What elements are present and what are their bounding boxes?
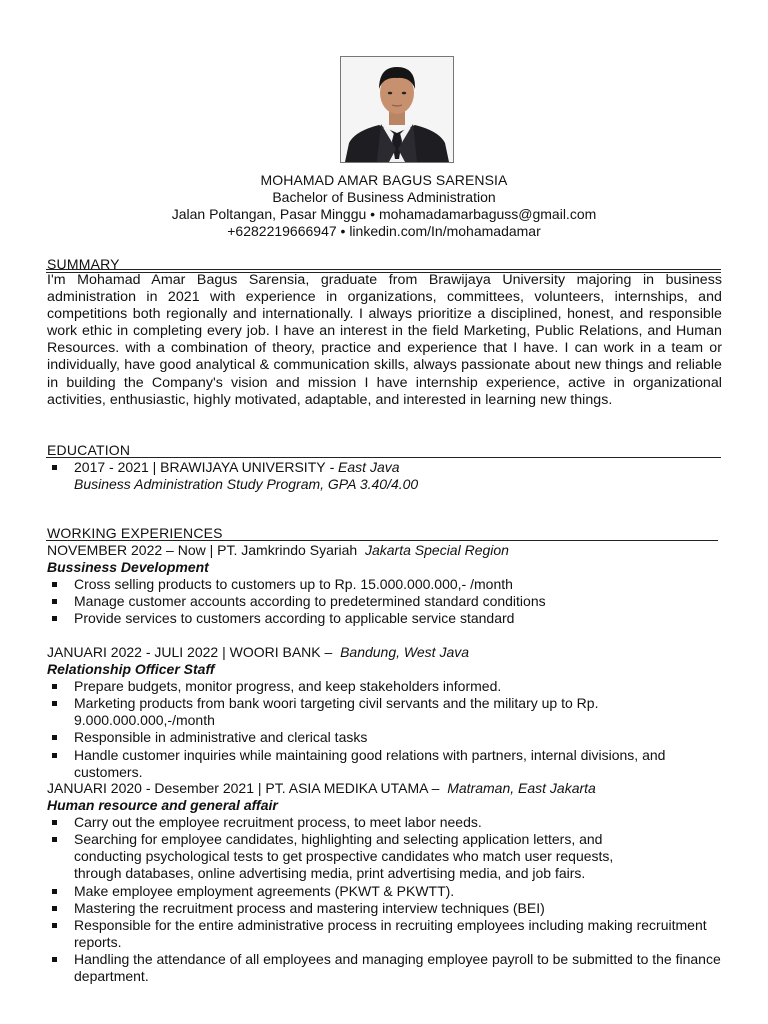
list-item bbox=[47, 951, 727, 985]
bullet-icon bbox=[52, 684, 57, 689]
list-item bbox=[47, 917, 727, 951]
bullet-icon bbox=[52, 616, 57, 621]
bullet-icon bbox=[52, 837, 57, 842]
list-item bbox=[47, 576, 737, 593]
job-asia-medika bbox=[47, 780, 727, 985]
profile-photo-illustration bbox=[341, 57, 453, 162]
job-location: Matraman, East Jakarta bbox=[447, 780, 596, 796]
job-location: Bandung, West Java bbox=[340, 644, 470, 660]
list-item bbox=[47, 883, 727, 900]
job-title: JANUARI 2020 - Desember 2021 | PT. ASIA MEDIKA UTAMA – bbox=[47, 780, 440, 796]
job-title: JANUARI 2022 - JULI 2022 | WOORI BANK – bbox=[47, 644, 333, 660]
list-item bbox=[47, 610, 737, 627]
bullet-icon bbox=[52, 465, 57, 470]
list-item-text: Handle customer inquiries while maintaining good relations with partners, internal divisions, and customers. bbox=[74, 746, 666, 780]
list-item-text: Searching for employee candidates, highlighting and selecting application letters, and conducting psychological tests to get prospective candidates who match user requests, through databases, online advertising media, print advertising media, and job fairs. bbox=[74, 831, 614, 882]
job-title-line bbox=[47, 542, 737, 559]
list-item-text: Mastering the recruitment process and mastering interview techniques (BEI) bbox=[74, 899, 545, 916]
job-title-line bbox=[47, 780, 727, 797]
list-item bbox=[47, 831, 727, 882]
education-title: 2017 - 2021 | BRAWIJAYA UNIVERSITY bbox=[74, 459, 326, 475]
list-item-text: Responsible for the entire administrative process in recruiting employees including making recruitment reports. bbox=[74, 916, 707, 950]
job-woori-bank bbox=[47, 644, 707, 781]
profile-photo bbox=[340, 56, 454, 163]
list-item bbox=[47, 695, 707, 729]
job-role: Bussiness Development bbox=[47, 559, 209, 576]
summary-heading: SUMMARY bbox=[47, 256, 120, 272]
education-section bbox=[47, 459, 737, 493]
bullet-icon bbox=[52, 957, 57, 962]
education-heading: EDUCATION bbox=[47, 442, 131, 458]
list-item-text: Provide services to customers according to applicable service standard bbox=[74, 610, 515, 627]
bullet-icon bbox=[52, 599, 57, 604]
work-divider bbox=[46, 540, 718, 541]
resume-header bbox=[0, 172, 768, 240]
list-item bbox=[47, 747, 707, 781]
list-item bbox=[47, 729, 707, 746]
address-email-line: Jalan Poltangan, Pasar Minggu • mohamadamarbaguss@gmail.com bbox=[171, 206, 597, 222]
bullet-icon bbox=[52, 923, 57, 928]
bullet-icon bbox=[52, 820, 57, 825]
list-item bbox=[47, 678, 707, 695]
list-item-text: Marketing products from bank woori targeting civil servants and the military up to Rp. 9.000.000.000,-/month bbox=[74, 695, 599, 729]
list-item-text: Handling the attendance of all employees and managing employee payroll to be submitted to the finance department. bbox=[74, 950, 721, 985]
education-location: - East Java bbox=[325, 459, 400, 475]
bullet-icon bbox=[52, 753, 57, 758]
list-item-text: Carry out the employee recruitment process, to meet labor needs. bbox=[74, 814, 482, 831]
list-item bbox=[47, 593, 737, 610]
summary-divider bbox=[46, 269, 721, 270]
list-item-text: Responsible in administrative and clerical tasks bbox=[74, 729, 368, 746]
bullet-icon bbox=[52, 735, 57, 740]
education-divider bbox=[46, 457, 721, 458]
candidate-name: MOHAMAD AMAR BAGUS SARENSIA bbox=[260, 172, 508, 188]
job-location: Jakarta Special Region bbox=[364, 542, 509, 558]
job-role: Human resource and general affair bbox=[47, 797, 278, 814]
bullet-icon bbox=[52, 906, 57, 911]
candidate-degree: Bachelor of Business Administration bbox=[272, 189, 496, 205]
list-item-text: Prepare budgets, monitor progress, and keep stakeholders informed. bbox=[74, 678, 502, 695]
education-item bbox=[47, 459, 737, 476]
list-item-text: Cross selling products to customers up to Rp. 15.000.000.000,- /month bbox=[74, 576, 513, 593]
job-jamkrindo bbox=[47, 542, 737, 627]
phone-linkedin-line: +6282219666947 • linkedin.com/In/mohamadamar bbox=[227, 223, 541, 239]
list-item-text: Make employee employment agreements (PKWT & PKWTT). bbox=[74, 882, 455, 899]
job-title-line bbox=[47, 644, 707, 661]
list-item bbox=[47, 814, 727, 831]
job-title: NOVEMBER 2022 – Now | PT. Jamkrindo Syariah bbox=[47, 542, 358, 558]
summary-text: I'm Mohamad Amar Bagus Sarensia, graduate from Brawijaya University majoring in business administration in 2021 with experience in organizations, committees, volunteers, internships, and competitions both regionally and internationally. I always prioritize a disciplined, honest, and responsible work ethic in completing every job. I have an interest in the field Marketing, Public Relations, and Human Resources. with a combination of theory, practice and experience that I have. I can work in a team or individually, have good analytical & communication skills, always passionate about new things and reliable in building the Company's vision and mission I have internship experience, active in organizational activities, enthusiastic, highly motivated, adaptable, and interested in learning new things. bbox=[47, 272, 722, 408]
education-detail: Business Administration Study Program, GPA 3.40/4.00 bbox=[74, 476, 419, 493]
job-role: Relationship Officer Staff bbox=[47, 661, 215, 678]
list-item-text: Manage customer accounts according to predetermined standard conditions bbox=[74, 593, 546, 610]
bullet-icon bbox=[52, 701, 57, 706]
list-item bbox=[47, 900, 727, 917]
bullet-icon bbox=[52, 582, 57, 587]
work-heading: WORKING EXPERIENCES bbox=[47, 525, 223, 541]
bullet-icon bbox=[52, 889, 57, 894]
